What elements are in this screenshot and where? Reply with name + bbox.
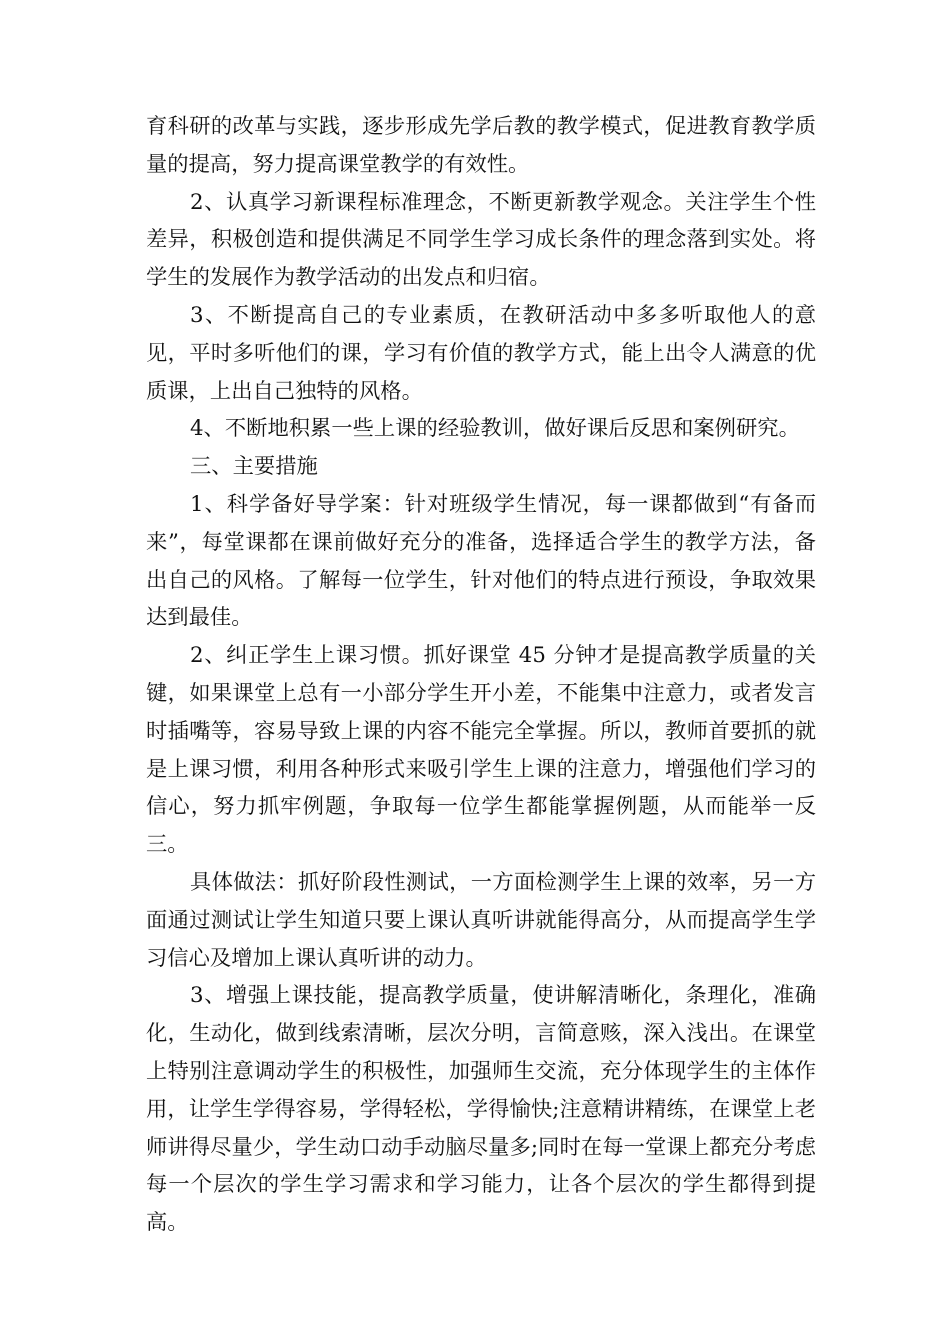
- paragraph-item-3-professional: 3、不断提高自己的专业素质，在教研活动中多多听取他人的意见，平时多听他们的课，学习有价值的教学方式，能上出令人满意的优质课，上出自己独特的风格。: [146, 302, 816, 404]
- paragraph-item-4-experience: 4、不断地积累一些上课的经验教训，做好课后反思和案例研究。: [190, 416, 800, 442]
- document-body: [146, 108, 816, 1242]
- section-heading-measures: 三、主要措施: [190, 454, 318, 480]
- paragraph-item-2-curriculum: 2、认真学习新课程标准理念，不断更新教学观念。关注学生个性差异，积极创造和提供满足不同学生学习成长条件的理念落到实处。将学生的发展作为教学活动的出发点和归宿。: [146, 189, 816, 291]
- paragraph-specific-practice: 具体做法：抓好阶段性测试，一方面检测学生上课的效率，另一方面通过测试让学生知道只要上课认真听讲就能得高分，从而提高学生学习信心及增加上课认真听讲的动力。: [146, 869, 816, 971]
- paragraph-measure-2: 2、纠正学生上课习惯。抓好课堂 45 分钟才是提高教学质量的关键，如果课堂上总有一小部分学生开小差，不能集中注意力，或者发言时插嘴等，容易导致上课的内容不能完全掌握。所以，教师首要抓的就是上课习惯，利用各种形式来吸引学生上课的注意力，增强他们学习的信心，努力抓牢例题，争取每一位学生都能掌握例题，从而能举一反三。: [146, 643, 816, 858]
- paragraph-measure-3: 3、增强上课技能，提高教学质量，使讲解清晰化，条理化，准确化，生动化，做到线索清晰，层次分明，言简意赅，深入浅出。在课堂上特别注意调动学生的积极性，加强师生交流，充分体现学生的主体作用，让学生学得容易，学得轻松，学得愉快;注意精讲精练，在课堂上老师讲得尽量少，学生动口动手动脑尽量多;同时在每一堂课上都充分考虑每一个层次的学生学习需求和学习能力，让各个层次的学生都得到提高。: [146, 983, 816, 1236]
- paragraph-continuation: 育科研的改革与实践，逐步形成先学后教的教学模式，促进教育教学质量的提高，努力提高课堂教学的有效性。: [146, 114, 816, 177]
- paragraph-measure-1: 1、科学备好导学案：针对班级学生情况，每一课都做到“有备而来”，每堂课都在课前做好充分的准备，选择适合学生的教学方法，备出自己的风格。了解每一位学生，针对他们的特点进行预设，争取效果达到最佳。: [146, 491, 816, 631]
